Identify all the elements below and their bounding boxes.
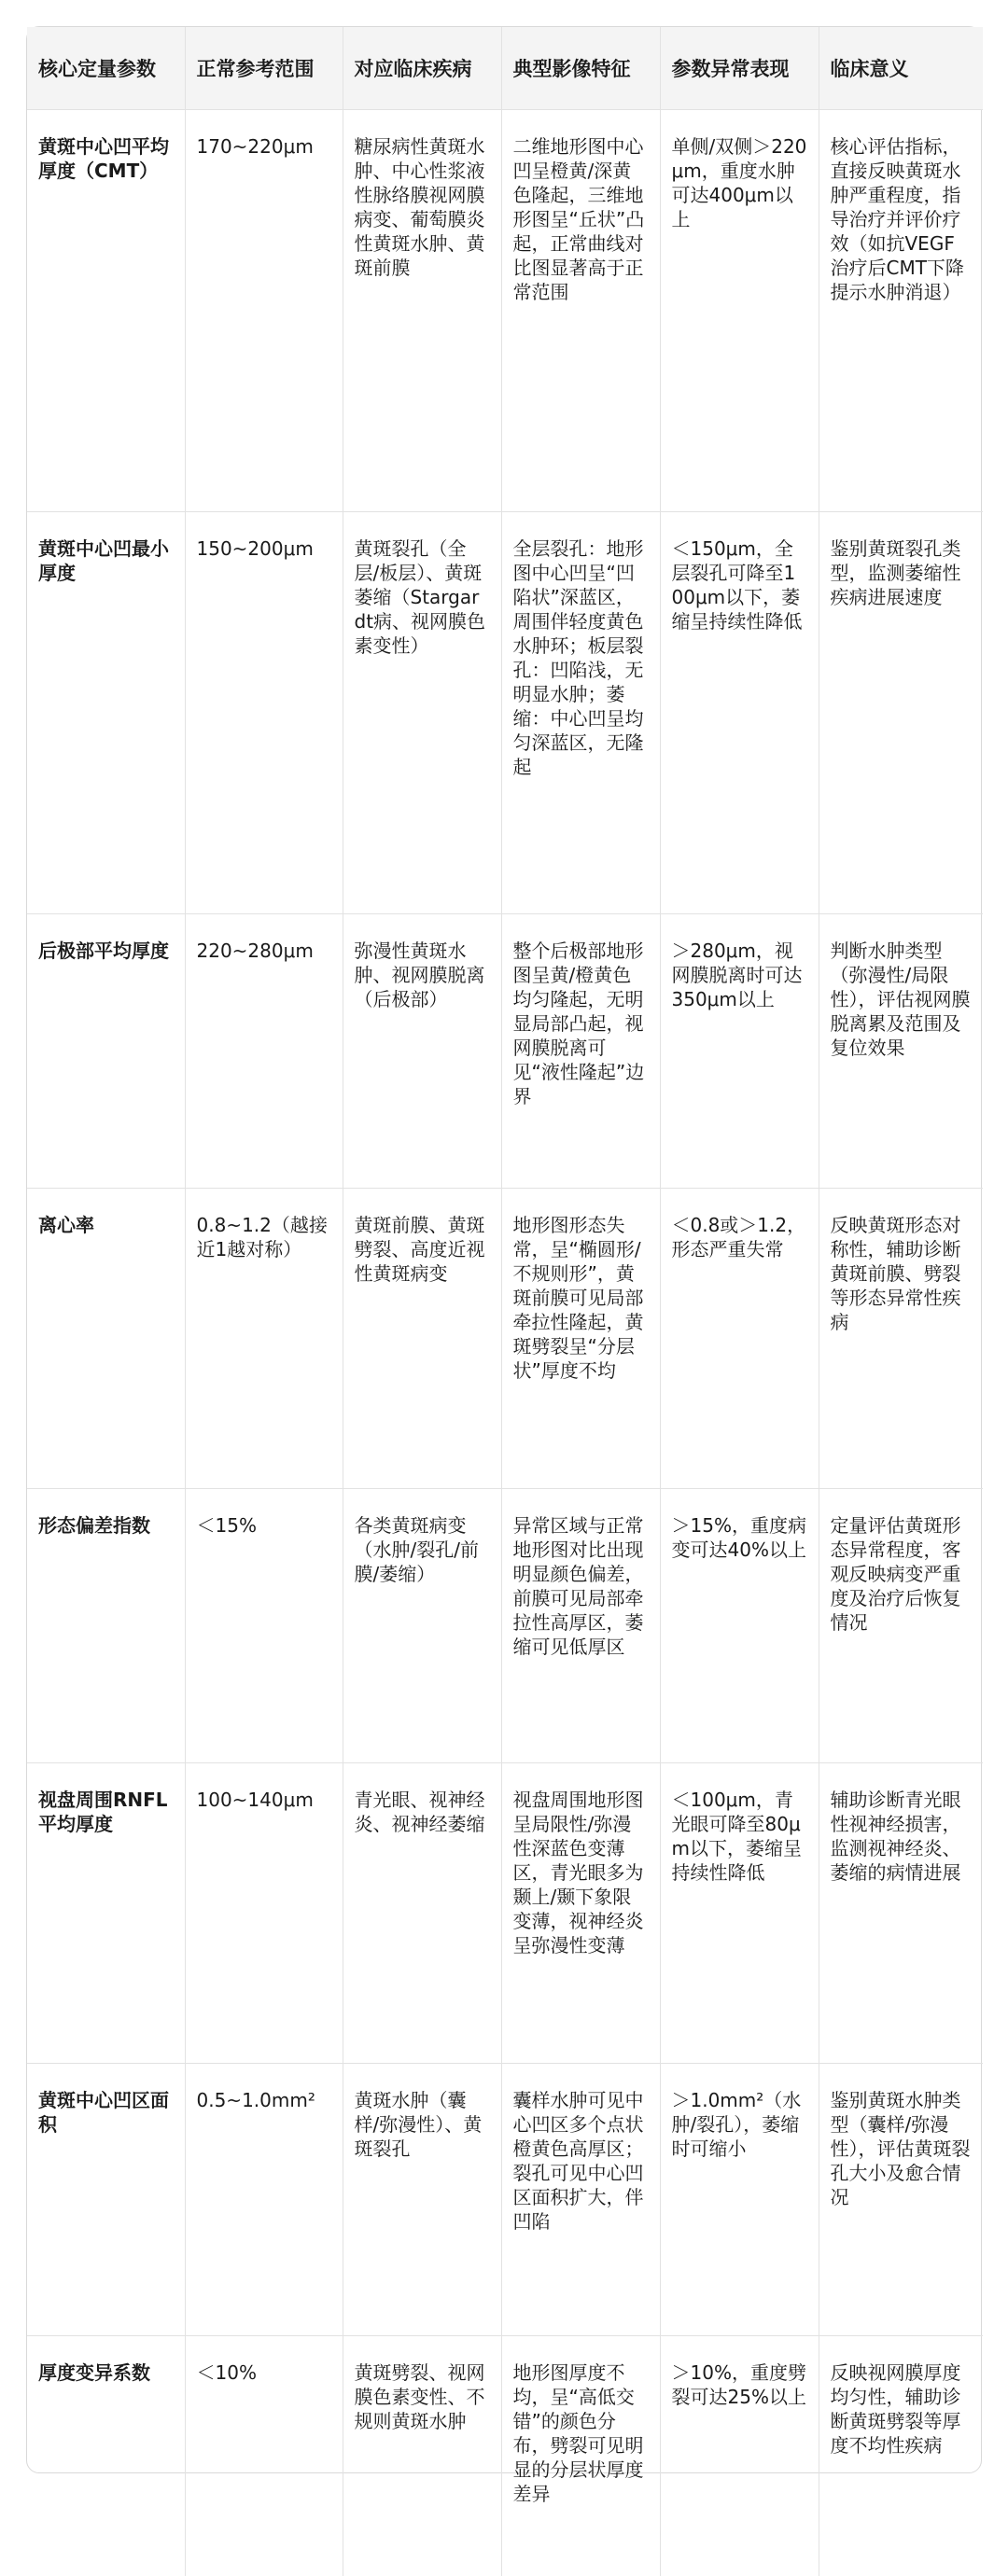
cell-imaging-feature: 整个后极部地形图呈黄/橙黄色均匀隆起，无明显局部凸起，视网膜脱离可见“液性隆起”边界 bbox=[501, 913, 660, 1188]
table-row bbox=[27, 1762, 983, 2063]
header-parameter: 核心定量参数 bbox=[27, 27, 185, 109]
cell-normal-range: 100~140μm bbox=[185, 1762, 343, 2063]
cell-clinical-significance: 定量评估黄斑形态异常程度，客观反映病变严重度及治疗后恢复情况 bbox=[819, 1488, 983, 1762]
cell-imaging-feature: 视盘周围地形图呈局限性/弥漫性深蓝色变薄区，青光眼多为颞上/颞下象限变薄，视神经炎呈弥漫性变薄 bbox=[501, 1762, 660, 2063]
table-row bbox=[27, 1488, 983, 1762]
cell-clinical-significance: 鉴别黄斑水肿类型（囊样/弥漫性），评估黄斑裂孔大小及愈合情况 bbox=[819, 2063, 983, 2335]
table-row bbox=[27, 2063, 983, 2335]
cell-parameter: 离心率 bbox=[27, 1188, 185, 1488]
header-clinical-disease: 对应临床疾病 bbox=[343, 27, 501, 109]
cell-clinical-disease: 黄斑劈裂、视网膜色素变性、不规则黄斑水肿 bbox=[343, 2335, 501, 2576]
cell-parameter: 黄斑中心凹平均厚度（CMT） bbox=[27, 109, 185, 511]
header-normal-range: 正常参考范围 bbox=[185, 27, 343, 109]
table-row bbox=[27, 109, 983, 511]
header-imaging-feature: 典型影像特征 bbox=[501, 27, 660, 109]
cell-imaging-feature: 全层裂孔：地形图中心凹呈“凹陷状”深蓝区，周围伴轻度黄色水肿环；板层裂孔：凹陷浅，无明显水肿；萎缩：中心凹呈均匀深蓝区，无隆起 bbox=[501, 511, 660, 913]
cell-normal-range: 0.5~1.0mm² bbox=[185, 2063, 343, 2335]
table-row bbox=[27, 2335, 983, 2576]
cell-imaging-feature: 二维地形图中心凹呈橙黄/深黄色隆起，三维地形图呈“丘状”凸起，正常曲线对比图显著高于正常范围 bbox=[501, 109, 660, 511]
cell-imaging-feature: 囊样水肿可见中心凹区多个点状橙黄色高厚区；裂孔可见中心凹区面积扩大，伴凹陷 bbox=[501, 2063, 660, 2335]
cell-abnormal-manifestation: ＞280μm，视网膜脱离时可达350μm以上 bbox=[660, 913, 819, 1188]
cell-clinical-significance: 辅助诊断青光眼性视神经损害，监测视神经炎、萎缩的病情进展 bbox=[819, 1762, 983, 2063]
table-row bbox=[27, 511, 983, 913]
cell-abnormal-manifestation: ＞1.0mm²（水肿/裂孔），萎缩时可缩小 bbox=[660, 2063, 819, 2335]
cell-clinical-significance: 核心评估指标，直接反映黄斑水肿严重程度，指导治疗并评价疗效（如抗VEGF治疗后CMT下降提示水肿消退） bbox=[819, 109, 983, 511]
cell-parameter: 厚度变异系数 bbox=[27, 2335, 185, 2576]
parameter-table-card bbox=[26, 26, 982, 2505]
cell-clinical-significance: 反映黄斑形态对称性，辅助诊断黄斑前膜、劈裂等形态异常性疾病 bbox=[819, 1188, 983, 1488]
table-row bbox=[27, 1188, 983, 1488]
cell-imaging-feature: 地形图形态失常，呈“椭圆形/不规则形”，黄斑前膜可见局部牵拉性隆起，黄斑劈裂呈“分层状”厚度不均 bbox=[501, 1188, 660, 1488]
cell-normal-range: 0.8~1.2（越接近1越对称） bbox=[185, 1188, 343, 1488]
cell-abnormal-manifestation: 单侧/双侧＞220μm，重度水肿可达400μm以上 bbox=[660, 109, 819, 511]
cell-clinical-disease: 黄斑裂孔（全层/板层）、黄斑萎缩（Stargardt病、视网膜色素变性） bbox=[343, 511, 501, 913]
cell-clinical-significance: 判断水肿类型（弥漫性/局限性），评估视网膜脱离累及范围及复位效果 bbox=[819, 913, 983, 1188]
cell-abnormal-manifestation: ＜100μm，青光眼可降至80μm以下，萎缩呈持续性降低 bbox=[660, 1762, 819, 2063]
cell-imaging-feature: 地形图厚度不均，呈“高低交错”的颜色分布，劈裂可见明显的分层状厚度差异 bbox=[501, 2335, 660, 2576]
cell-clinical-significance: 鉴别黄斑裂孔类型，监测萎缩性疾病进展速度 bbox=[819, 511, 983, 913]
cell-normal-range: ＜10% bbox=[185, 2335, 343, 2576]
cell-parameter: 后极部平均厚度 bbox=[27, 913, 185, 1188]
cell-normal-range: ＜15% bbox=[185, 1488, 343, 1762]
cell-normal-range: 220~280μm bbox=[185, 913, 343, 1188]
cell-clinical-disease: 黄斑前膜、黄斑劈裂、高度近视性黄斑病变 bbox=[343, 1188, 501, 1488]
cell-clinical-disease: 黄斑水肿（囊样/弥漫性）、黄斑裂孔 bbox=[343, 2063, 501, 2335]
cell-imaging-feature: 异常区域与正常地形图对比出现明显颜色偏差，前膜可见局部牵拉性高厚区，萎缩可见低厚区 bbox=[501, 1488, 660, 1762]
header-abnormal-manifestation: 参数异常表现 bbox=[660, 27, 819, 109]
cell-abnormal-manifestation: ＜150μm，全层裂孔可降至100μm以下，萎缩呈持续性降低 bbox=[660, 511, 819, 913]
parameter-table bbox=[27, 27, 983, 2576]
cell-normal-range: 150~200μm bbox=[185, 511, 343, 913]
header-clinical-significance: 临床意义 bbox=[819, 27, 983, 109]
cell-abnormal-manifestation: ＜0.8或＞1.2，形态严重失常 bbox=[660, 1188, 819, 1488]
cell-clinical-disease: 各类黄斑病变（水肿/裂孔/前膜/萎缩） bbox=[343, 1488, 501, 1762]
cell-abnormal-manifestation: ＞15%，重度病变可达40%以上 bbox=[660, 1488, 819, 1762]
table-row bbox=[27, 913, 983, 1188]
cell-parameter: 形态偏差指数 bbox=[27, 1488, 185, 1762]
cell-clinical-disease: 糖尿病性黄斑水肿、中心性浆液性脉络膜视网膜病变、葡萄膜炎性黄斑水肿、黄斑前膜 bbox=[343, 109, 501, 511]
cell-parameter: 黄斑中心凹区面积 bbox=[27, 2063, 185, 2335]
cell-normal-range: 170~220μm bbox=[185, 109, 343, 511]
cell-parameter: 黄斑中心凹最小厚度 bbox=[27, 511, 185, 913]
table-header-row bbox=[27, 27, 983, 109]
cell-abnormal-manifestation: ＞10%，重度劈裂可达25%以上 bbox=[660, 2335, 819, 2576]
cell-clinical-disease: 弥漫性黄斑水肿、视网膜脱离（后极部） bbox=[343, 913, 501, 1188]
cell-clinical-disease: 青光眼、视神经炎、视神经萎缩 bbox=[343, 1762, 501, 2063]
cell-parameter: 视盘周围RNFL平均厚度 bbox=[27, 1762, 185, 2063]
cell-clinical-significance: 反映视网膜厚度均匀性，辅助诊断黄斑劈裂等厚度不均性疾病 bbox=[830, 2360, 961, 2457]
